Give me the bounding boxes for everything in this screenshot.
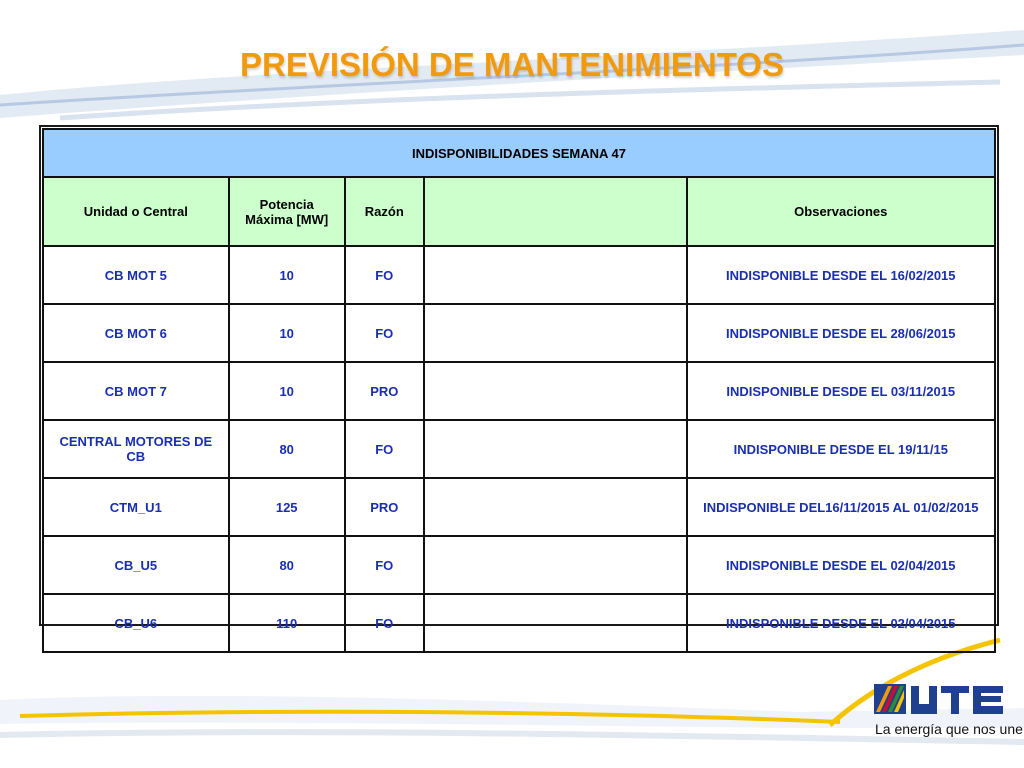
cell-blank bbox=[424, 478, 687, 536]
table-header-row bbox=[43, 177, 995, 246]
header-reason: Razón bbox=[345, 177, 424, 246]
header-unit: Unidad o Central bbox=[43, 177, 229, 246]
cell-observations: INDISPONIBLE DESDE EL 19/11/15 bbox=[687, 420, 995, 478]
table-row bbox=[43, 594, 995, 652]
ute-emblem-icon bbox=[874, 684, 906, 714]
cell-unit: CENTRAL MOTORES DE CB bbox=[43, 420, 229, 478]
table-row bbox=[43, 362, 995, 420]
cell-reason: FO bbox=[345, 420, 424, 478]
cell-observations: INDISPONIBLE DESDE EL 16/02/2015 bbox=[687, 246, 995, 304]
cell-blank bbox=[424, 594, 687, 652]
cell-unit: CB MOT 7 bbox=[43, 362, 229, 420]
cell-blank bbox=[424, 246, 687, 304]
cell-reason: FO bbox=[345, 304, 424, 362]
cell-unit: CB MOT 6 bbox=[43, 304, 229, 362]
cell-power: 10 bbox=[229, 246, 345, 304]
table-row bbox=[43, 304, 995, 362]
table-row bbox=[43, 246, 995, 304]
cell-unit: CB_U5 bbox=[43, 536, 229, 594]
header-power: Potencia Máxima [MW] bbox=[229, 177, 345, 246]
ute-logo bbox=[874, 682, 1009, 718]
cell-power: 125 bbox=[229, 478, 345, 536]
cell-observations: INDISPONIBLE DESDE EL 02/04/2015 bbox=[687, 536, 995, 594]
cell-unit: CTM_U1 bbox=[43, 478, 229, 536]
page-title: PREVISIÓN DE MANTENIMIENTOS bbox=[240, 46, 784, 83]
cell-power: 80 bbox=[229, 420, 345, 478]
cell-observations: INDISPONIBLE DESDE EL 28/06/2015 bbox=[687, 304, 995, 362]
header-observations: Observaciones bbox=[687, 177, 995, 246]
header-blank bbox=[424, 177, 687, 246]
cell-blank bbox=[424, 304, 687, 362]
cell-unit: CB MOT 5 bbox=[43, 246, 229, 304]
cell-observations: INDISPONIBLE DESDE EL 02/04/2015 bbox=[687, 594, 995, 652]
cell-power: 110 bbox=[229, 594, 345, 652]
table-banner: INDISPONIBILIDADES SEMANA 47 bbox=[43, 129, 995, 177]
unavailability-table-frame bbox=[39, 125, 999, 631]
cell-blank bbox=[424, 536, 687, 594]
cell-blank bbox=[424, 420, 687, 478]
cell-unit: CB_U6 bbox=[43, 594, 229, 652]
table-row bbox=[43, 420, 995, 478]
cell-blank bbox=[424, 362, 687, 420]
cell-reason: FO bbox=[345, 536, 424, 594]
cell-power: 10 bbox=[229, 362, 345, 420]
table-row bbox=[43, 478, 995, 536]
logo-tagline: La energía que nos une bbox=[875, 721, 1023, 737]
cell-power: 10 bbox=[229, 304, 345, 362]
ute-wordmark bbox=[911, 686, 1003, 714]
cell-reason: PRO bbox=[345, 478, 424, 536]
cell-reason: FO bbox=[345, 594, 424, 652]
table-row bbox=[43, 536, 995, 594]
cell-reason: FO bbox=[345, 246, 424, 304]
cell-reason: PRO bbox=[345, 362, 424, 420]
unavailability-table bbox=[42, 128, 996, 653]
cell-power: 80 bbox=[229, 536, 345, 594]
cell-observations: INDISPONIBLE DEL16/11/2015 AL 01/02/2015 bbox=[687, 478, 995, 536]
cell-observations: INDISPONIBLE DESDE EL 03/11/2015 bbox=[687, 362, 995, 420]
